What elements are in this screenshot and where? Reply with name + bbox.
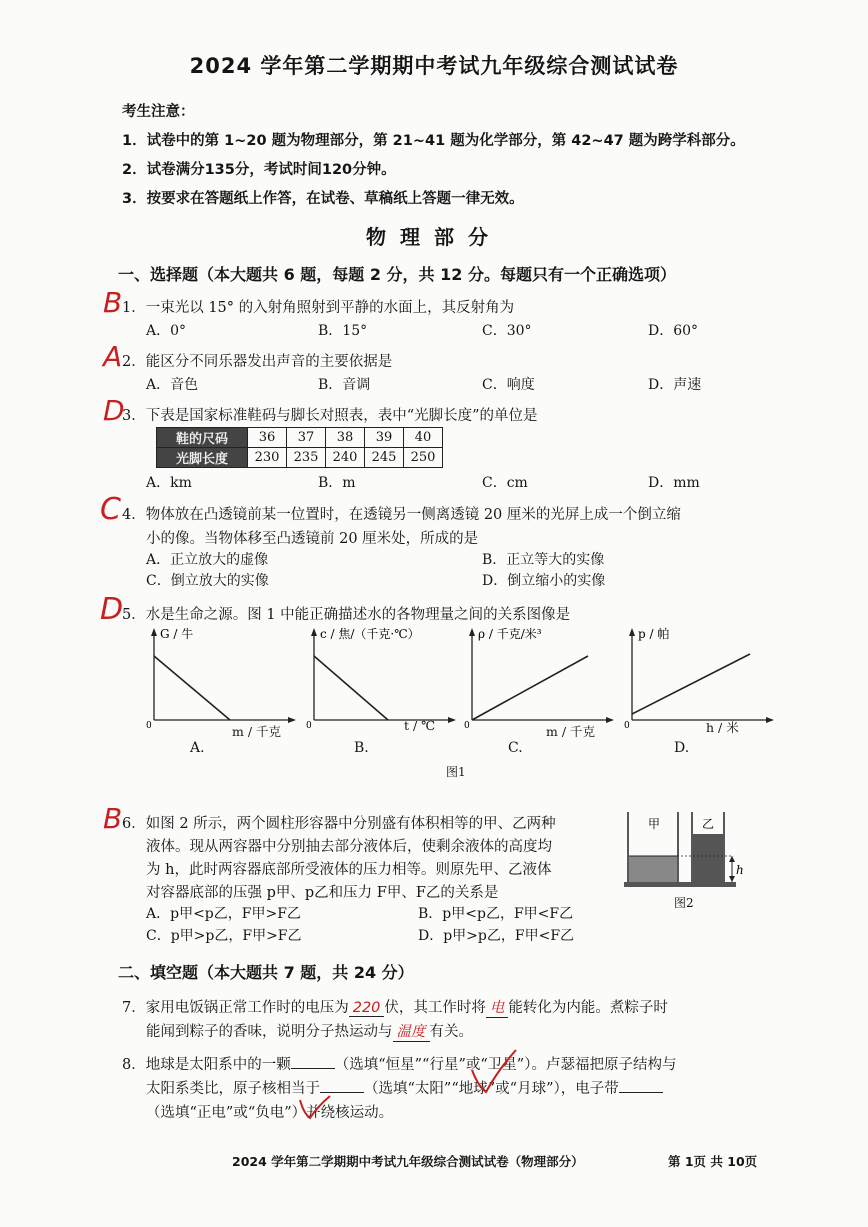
- graph-d-option: D.: [674, 740, 690, 756]
- question-1-text: 1．一束光以 15° 的入射角照射到平静的水面上，其反射角为: [122, 300, 515, 316]
- table-row: [157, 448, 443, 468]
- liquid-yi: [693, 834, 723, 882]
- question-4-text-line2: 小的像。当物体移至凸透镜前 20 厘米处，所成的是: [146, 531, 479, 547]
- notice-heading: 考生注意：: [122, 104, 195, 120]
- graph-b-line: [314, 656, 388, 720]
- footer-title: 2024 学年第二学期期中考试九年级综合测试试卷（物理部分）: [232, 1154, 584, 1169]
- question-8-line3: （选填“正电”或“负电”）并绕核运动。: [146, 1105, 394, 1121]
- q7-text-4: 能闻到粽子的香味，说明分子热运动与: [146, 1024, 393, 1040]
- question-6-line2: 液体。现从两容器中分别抽去部分液体后，使剩余液体的高度均: [146, 839, 552, 855]
- table-cell: 245: [365, 448, 404, 468]
- table-cell: 40: [404, 428, 443, 448]
- part1-heading: 一、选择题（本大题共 6 题，每题 2 分，共 12 分。每题只有一个正确选项）: [118, 265, 676, 284]
- q2-option-c: C．响度: [482, 377, 535, 393]
- part2-heading: 二、填空题（本大题共 7 题，共 24 分）: [118, 963, 414, 982]
- check-mark-icon: [296, 1090, 336, 1124]
- liquid-jia: [629, 856, 677, 882]
- graph-a-option: A.: [190, 740, 205, 756]
- q3-option-d: D．mm: [648, 475, 700, 491]
- q7-answer-voltage: 220: [349, 1000, 385, 1017]
- q8-text-3: 太阳系类比，原子核相当于: [146, 1081, 320, 1097]
- q8-text-2: （选填“恒星”“行星”或“卫星”）。卢瑟福把原子结构与: [334, 1057, 677, 1073]
- question-5-text: 5．水是生命之源。图 1 中能正确描述水的各物理量之间的关系图像是: [122, 607, 571, 623]
- question-6-line3: 为 h，此时两容器底部所受液体的压力相等。则原先甲、乙液体: [146, 862, 552, 878]
- question-8-line1: [122, 1053, 676, 1074]
- table-cell: 240: [326, 448, 365, 468]
- answer-mark-q1: B: [103, 286, 123, 319]
- q4-option-d: D．倒立缩小的实像: [482, 573, 606, 589]
- answer-mark-q6: B: [103, 802, 123, 835]
- graph-c-xlabel: m / 千克: [546, 724, 596, 739]
- table-cell: 230: [248, 448, 287, 468]
- graph-c-line: [472, 656, 588, 720]
- q1-option-b: B．15°: [318, 323, 368, 339]
- question-4-text-line1: 4．物体放在凸透镜前某一位置时，在透镜另一侧离透镜 20 厘米的光屏上成一个倒立缩: [122, 507, 681, 523]
- q6-option-d: D．p甲>p乙，F甲<F乙: [418, 928, 575, 944]
- figure-2-containers: [620, 808, 760, 890]
- graph-b-origin: 0: [306, 721, 312, 731]
- graph-d: [618, 620, 778, 740]
- graph-b-option: B.: [354, 740, 369, 756]
- graph-b: [300, 620, 460, 740]
- q8-text-1: 8．地球是太阳系中的一颗: [122, 1057, 291, 1073]
- exam-title: 2024 学年第二学期期中考试九年级综合测试试卷: [189, 54, 679, 78]
- graph-d-origin: 0: [624, 721, 630, 731]
- graph-a-origin: 0: [146, 721, 152, 731]
- q2-option-d: D．声速: [648, 377, 702, 393]
- notice-item-2: 2．试卷满分135分，考试时间120分钟。: [122, 162, 396, 178]
- graph-c-origin: 0: [464, 721, 470, 731]
- check-mark-icon: [464, 1040, 524, 1100]
- question-6-line4: 对容器底部的压强 p甲、p乙和压力 F甲、F乙的关系是: [146, 885, 499, 901]
- q6-option-a: A．p甲<p乙，F甲>F乙: [146, 906, 301, 922]
- question-3-text: 3．下表是国家标准鞋码与脚长对照表，表中“光脚长度”的单位是: [122, 408, 538, 424]
- table-row-label: 鞋的尺码: [157, 428, 248, 448]
- q7-text-2: 伏，其工作时将: [384, 1000, 486, 1016]
- q7-answer-temperature: 温度: [393, 1020, 430, 1042]
- q3-option-b: B．m: [318, 475, 356, 491]
- graph-c-ylabel: ρ / 千克/米³: [478, 627, 542, 641]
- table-row-label: 光脚长度: [157, 448, 248, 468]
- q4-option-b: B．正立等大的实像: [482, 552, 605, 568]
- notice-item-3: 3．按要求在答题纸上作答，在试卷、草稿纸上答题一律无效。: [122, 191, 524, 207]
- question-2-text: 2．能区分不同乐器发出声音的主要依据是: [122, 354, 393, 370]
- q3-option-c: C．cm: [482, 475, 528, 491]
- q7-text-1: 7．家用电饭锅正常工作时的电压为: [122, 1000, 349, 1016]
- q2-option-a: A．音色: [146, 377, 199, 393]
- q1-option-a: A．0°: [146, 323, 187, 339]
- answer-mark-q2: A: [103, 340, 123, 373]
- question-8-line2: [146, 1077, 663, 1098]
- q8-text-4: （选填“太阳”“地球”或“月球”），电子带: [364, 1081, 619, 1097]
- table-cell: 250: [404, 448, 443, 468]
- notice-item-1: 1．试卷中的第 1~20 题为物理部分，第 21~41 题为化学部分，第 42~47 题为跨学科部分。: [122, 133, 745, 149]
- question-7-line1: [122, 996, 668, 1018]
- figure-2-left-label: 甲: [648, 817, 661, 831]
- q8-blank-1: [291, 1054, 335, 1069]
- graph-c-option: C.: [508, 740, 523, 756]
- q7-answer-energy: 电: [486, 996, 509, 1018]
- graph-b-xlabel: t / ℃: [404, 718, 436, 733]
- table-cell: 39: [365, 428, 404, 448]
- answer-mark-q3: D: [103, 394, 125, 427]
- q8-blank-3: [619, 1078, 663, 1093]
- figure-2-right-label: 乙: [702, 817, 715, 831]
- question-6-line1: 6．如图 2 所示，两个圆柱形容器中分别盛有体积相等的甲、乙两种: [122, 816, 556, 832]
- table-cell: 37: [287, 428, 326, 448]
- question-7-line2: [146, 1020, 473, 1042]
- graph-b-ylabel: c / 焦/（千克·℃）: [320, 627, 420, 641]
- graph-a-ylabel: G / 牛: [160, 627, 194, 641]
- q7-text-3: 能转化为内能。煮粽子时: [508, 1000, 668, 1016]
- graph-a-xlabel: m / 千克: [232, 724, 282, 739]
- q4-option-c: C．倒立放大的实像: [146, 573, 269, 589]
- shoe-size-table: [156, 427, 443, 468]
- answer-mark-q4: C: [100, 492, 121, 527]
- answer-mark-q5: D: [100, 592, 124, 627]
- figure-1-caption: 图1: [446, 765, 466, 779]
- page-number: 第 1页 共 10页: [668, 1154, 758, 1169]
- graph-a-line: [154, 656, 230, 720]
- figure-2-h-label: h: [736, 863, 744, 877]
- figure-2-caption: 图2: [674, 896, 694, 910]
- graph-d-line: [632, 654, 750, 714]
- q4-option-a: A．正立放大的虚像: [146, 552, 269, 568]
- q6-option-b: B．p甲<p乙，F甲<F乙: [418, 906, 574, 922]
- table-row: [157, 428, 443, 448]
- graph-d-ylabel: p / 帕: [638, 627, 670, 641]
- table-cell: 38: [326, 428, 365, 448]
- section-title: 物理部分: [366, 225, 502, 249]
- q2-option-b: B．音调: [318, 377, 371, 393]
- q6-option-c: C．p甲>p乙，F甲>F乙: [146, 928, 302, 944]
- q7-text-5: 有关。: [429, 1024, 473, 1040]
- table-cell: 36: [248, 428, 287, 448]
- table-cell: 235: [287, 448, 326, 468]
- q1-option-c: C．30°: [482, 323, 532, 339]
- q3-option-a: A．km: [146, 475, 192, 491]
- graph-d-xlabel: h / 米: [706, 720, 739, 735]
- q1-option-d: D．60°: [648, 323, 699, 339]
